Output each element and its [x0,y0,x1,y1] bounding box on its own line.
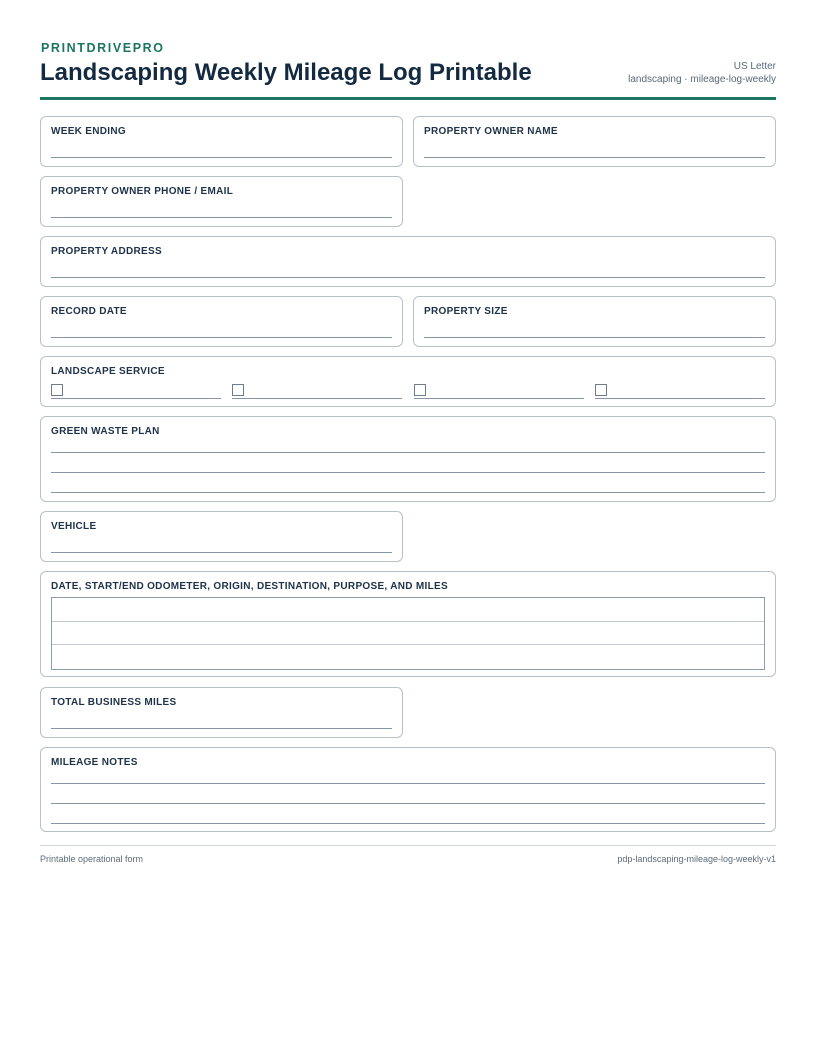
week-ending-field [40,116,403,167]
mileage-notes-line-2[interactable] [51,803,765,804]
paper-size: US Letter [733,61,776,72]
total-miles-label: TOTAL BUSINESS MILES [51,697,177,708]
vehicle-input-line[interactable] [51,552,392,553]
owner-name-label: PROPERTY OWNER NAME [424,126,558,137]
mileage-notes-line-3[interactable] [51,823,765,824]
service-option-3[interactable] [414,383,584,399]
service-option-1[interactable] [51,383,221,399]
footer-divider [40,845,776,846]
form-tags: landscaping · mileage-log-weekly [628,74,776,85]
green-waste-line-1[interactable] [51,452,765,453]
header-divider [40,97,776,100]
mileage-notes-field [40,747,776,832]
checkbox[interactable] [232,384,244,396]
property-size-field [413,296,776,347]
property-address-label: PROPERTY ADDRESS [51,246,162,257]
owner-name-field [413,116,776,167]
total-miles-input-line[interactable] [51,728,392,729]
checkbox[interactable] [414,384,426,396]
checkbox[interactable] [51,384,63,396]
week-ending-label: WEEK ENDING [51,126,126,137]
table-row[interactable] [52,598,764,622]
checkbox[interactable] [595,384,607,396]
total-miles-field [40,687,403,738]
record-date-field [40,296,403,347]
footer-description: Printable operational form [40,854,144,864]
record-date-label: RECORD DATE [51,306,127,317]
vehicle-label: VEHICLE [51,521,97,532]
brand-name: PRINTDRIVEPRO [41,41,165,55]
owner-name-input-line[interactable] [424,157,765,158]
green-waste-plan-label: GREEN WASTE PLAN [51,426,160,437]
table-row[interactable] [52,622,764,646]
owner-contact-field [40,176,403,227]
owner-contact-input-line[interactable] [51,217,392,218]
green-waste-line-2[interactable] [51,472,765,473]
landscape-service-label: LANDSCAPE SERVICE [51,366,165,377]
table-row[interactable] [52,645,764,669]
property-address-field [40,236,776,287]
green-waste-plan-field [40,416,776,502]
property-size-input-line[interactable] [424,337,765,338]
service-option-2[interactable] [232,383,402,399]
form-id: pdp-landscaping-mileage-log-weekly-v1 [617,854,776,864]
green-waste-line-3[interactable] [51,492,765,493]
mileage-notes-line-1[interactable] [51,783,765,784]
page-title: Landscaping Weekly Mileage Log Printable [40,59,532,86]
property-address-input-line[interactable] [51,277,765,278]
mileage-notes-label: MILEAGE NOTES [51,757,138,768]
owner-contact-label: PROPERTY OWNER PHONE / EMAIL [51,186,234,197]
vehicle-field [40,511,403,562]
trip-log-field [40,571,776,677]
trip-log-table [51,597,765,670]
trip-log-label: DATE, START/END ODOMETER, ORIGIN, DESTINATION, PURPOSE, AND MILES [51,581,448,592]
week-ending-input-line[interactable] [51,157,392,158]
form-meta [628,60,776,86]
service-option-4[interactable] [595,383,765,399]
landscape-service-field [40,356,776,407]
record-date-input-line[interactable] [51,337,392,338]
property-size-label: PROPERTY SIZE [424,306,508,317]
